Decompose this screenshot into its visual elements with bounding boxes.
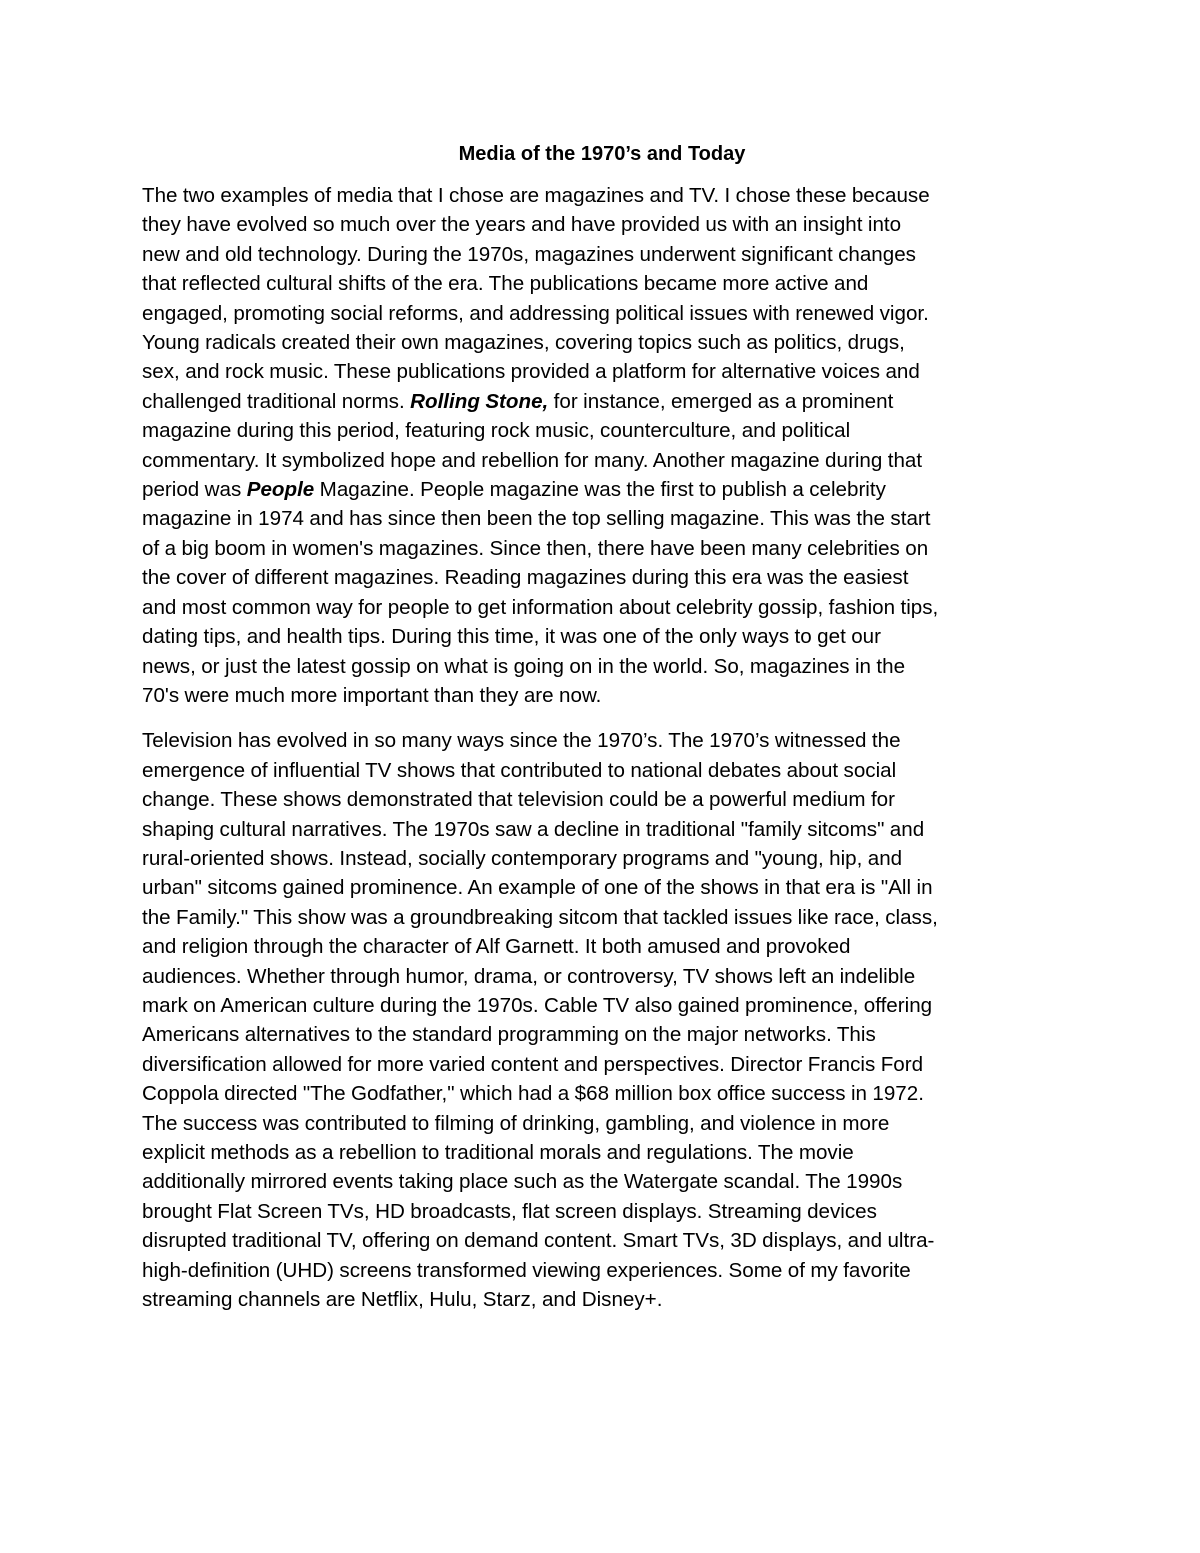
paragraph-line xyxy=(142,622,1062,651)
line-text: dating tips, and health tips. During this time, it was one of the only ways to get our xyxy=(142,625,881,649)
paragraph-line: change. These shows demonstrated that television could be a powerful medium for xyxy=(142,788,895,812)
paragraph-line xyxy=(142,357,1062,386)
line-text: Magazine. People magazine was the first to publish a celebrity xyxy=(314,478,886,502)
paragraph-magazines xyxy=(142,181,1062,710)
paragraph-line xyxy=(142,299,1062,328)
paragraph-line xyxy=(142,416,1062,445)
paragraph-line xyxy=(142,446,1062,475)
paragraph-line: Americans alternatives to the standard programming on the major networks. This xyxy=(142,1023,876,1047)
paragraph-line xyxy=(142,504,1062,533)
line-text: challenged traditional norms. xyxy=(142,389,411,413)
line-text: news, or just the latest gossip on what is going on in the world. So, magazines in the xyxy=(142,654,906,678)
paragraph-line: The success was contributed to filming of drinking, gambling, and violence in more xyxy=(142,1111,890,1135)
line-text: The two examples of media that I chose are magazines and TV. I chose these because xyxy=(142,184,930,207)
paragraph-line: audiences. Whether through humor, drama, or controversy, TV shows left an indelible xyxy=(142,964,916,988)
emphasized-title: Rolling Stone, xyxy=(410,389,549,413)
paragraph-line xyxy=(142,269,1062,298)
paragraph-line: high-definition (UHD) screens transformed viewing experiences. Some of my favorite xyxy=(142,1258,911,1282)
paragraph-line xyxy=(142,387,1062,416)
paragraph-line: rural-oriented shows. Instead, socially contemporary programs and "young, hip, and xyxy=(142,846,903,870)
paragraph-line: brought Flat Screen TVs, HD broadcasts, flat screen displays. Streaming devices xyxy=(142,1199,877,1223)
line-text: magazine during this period, featuring rock music, counterculture, and political xyxy=(142,419,851,443)
line-text: new and old technology. During the 1970s, magazines underwent significant changes xyxy=(142,242,916,266)
document-page xyxy=(142,140,1062,1330)
paragraph-line xyxy=(142,534,1062,563)
line-text: sex, and rock music. These publications provided a platform for alternative voices and xyxy=(142,360,920,384)
paragraph-line xyxy=(142,240,1062,269)
line-text: the cover of different magazines. Reading magazines during this era was the easiest xyxy=(142,566,909,590)
line-text: that reflected cultural shifts of the era. The publications became more active and xyxy=(142,272,869,296)
paragraph-line: the Family." This show was a groundbreaking sitcom that tackled issues like race, class, xyxy=(142,905,938,929)
line-text: they have evolved so much over the years and have provided us with an insight into xyxy=(142,213,902,237)
paragraph-line: disrupted traditional TV, offering on demand content. Smart TVs, 3D displays, and ultra- xyxy=(142,1229,935,1253)
paragraph-line xyxy=(142,475,1062,504)
paragraph-line: explicit methods as a rebellion to traditional morals and regulations. The movie xyxy=(142,1141,854,1164)
paragraph-line: Television has evolved in so many ways since the 1970’s. The 1970’s witnessed the xyxy=(142,729,901,753)
paragraph-line: urban" sitcoms gained prominence. An example of one of the shows in that era is "All in xyxy=(142,876,933,900)
document-title: Media of the 1970’s and Today xyxy=(458,143,746,165)
paragraph-line: diversification allowed for more varied content and perspectives. Director Francis Ford xyxy=(142,1052,924,1076)
paragraph-line xyxy=(142,210,1062,239)
paragraph-line: emergence of influential TV shows that contributed to national debates about social xyxy=(142,758,897,782)
line-text: Young radicals created their own magazines, covering topics such as politics, drugs, xyxy=(142,331,905,355)
paragraph-line: shaping cultural narratives. The 1970s saw a decline in traditional "family sitcoms" and xyxy=(142,817,925,841)
line-text: for instance, emerged as a prominent xyxy=(548,389,894,413)
line-text: magazine in 1974 and has since then been the top selling magazine. This was the start xyxy=(142,507,931,531)
paragraph-line xyxy=(142,563,1062,592)
paragraph-line xyxy=(142,328,1062,357)
paragraph-line: streaming channels are Netflix, Hulu, Starz, and Disney+. xyxy=(142,1288,663,1312)
paragraph-line xyxy=(142,181,1062,210)
line-text: period was xyxy=(142,478,247,502)
paragraph-line: Coppola directed "The Godfather," which had a $68 million box office success in 1972. xyxy=(142,1082,924,1106)
line-text: of a big boom in women's magazines. Since then, there have been many celebrities on xyxy=(142,536,929,560)
paragraph-line xyxy=(142,652,1062,681)
line-text: 70's were much more important than they are now. xyxy=(142,683,602,707)
paragraph-line xyxy=(142,593,1062,622)
emphasized-title: People xyxy=(246,478,315,502)
paragraph-line: mark on American culture during the 1970s. Cable TV also gained prominence, offering xyxy=(142,993,933,1017)
line-text: engaged, promoting social reforms, and addressing political issues with renewed vigor. xyxy=(142,301,929,325)
line-text: and most common way for people to get information about celebrity gossip, fashion tips, xyxy=(142,595,939,619)
paragraph-line: and religion through the character of Alf Garnett. It both amused and provoked xyxy=(142,935,851,959)
paragraph-television xyxy=(142,726,1062,1314)
paragraph-line: additionally mirrored events taking place such as the Watergate scandal. The 1990s xyxy=(142,1170,903,1194)
paragraph-line xyxy=(142,681,1062,710)
line-text: commentary. It symbolized hope and rebellion for many. Another magazine during that xyxy=(142,448,923,472)
